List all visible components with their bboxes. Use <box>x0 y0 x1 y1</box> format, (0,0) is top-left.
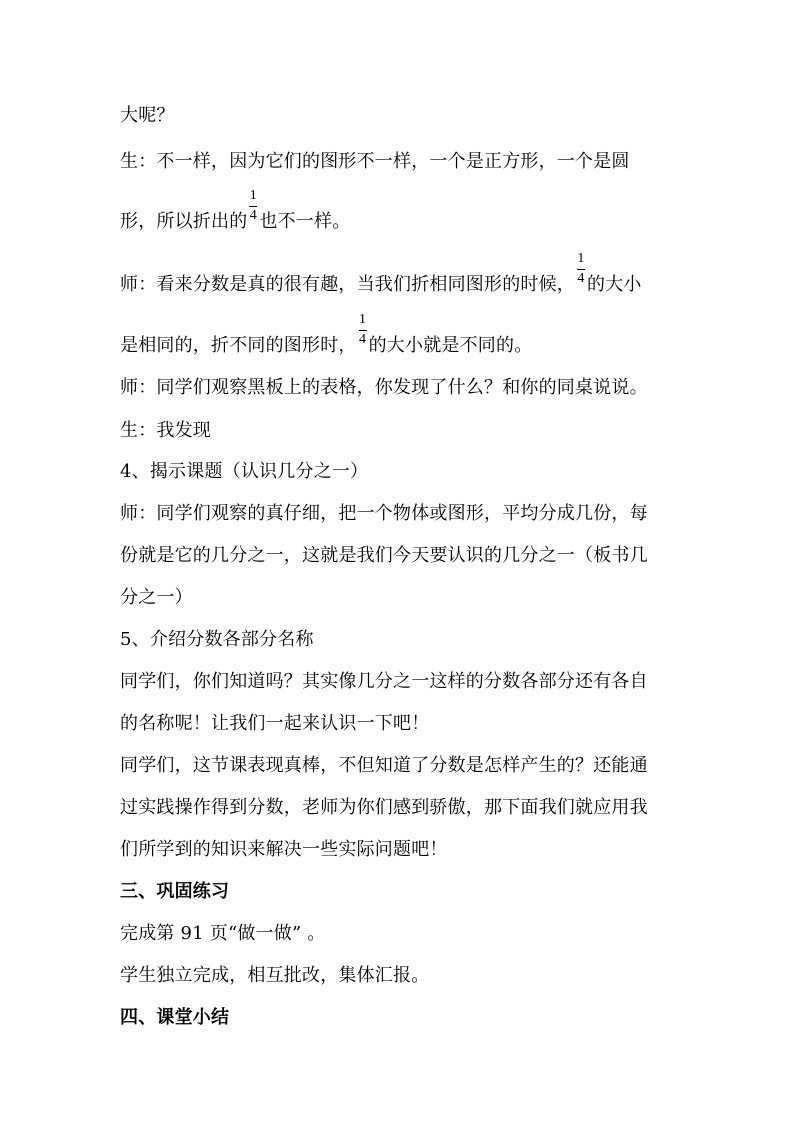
text-line: 5、介绍分数各部分名称 <box>120 629 314 650</box>
text-line-with-fraction <box>120 312 533 358</box>
text-line: 分之一） <box>120 587 193 608</box>
fraction-numerator: 1 <box>249 188 257 203</box>
text-line-with-fraction <box>120 188 351 234</box>
fraction-one-quarter <box>576 251 586 297</box>
fraction-bar <box>577 269 585 270</box>
text-line: 的名称呢！让我们一起来认识一下吧！ <box>120 713 430 734</box>
fraction-denominator: 4 <box>249 208 257 223</box>
text-line: 过实践操作得到分数，老师为你们感到骄傲，那下面我们就应用我 <box>120 797 648 818</box>
section-heading: 四、课堂小结 <box>120 1007 230 1028</box>
fraction-bar <box>249 206 257 207</box>
text-segment: 的大小 <box>587 274 642 295</box>
text-segment: 的大小就是不同的。 <box>368 335 533 356</box>
text-line: 生：我发现 <box>120 420 211 441</box>
text-segment: 也不一样。 <box>259 211 351 232</box>
text-line-with-fraction <box>120 251 642 297</box>
text-segment: 师：看来分数是真的很有趣，当我们折相同图形的时候， <box>120 274 575 295</box>
fraction-one-quarter <box>358 312 368 358</box>
text-segment: 形，所以折出的 <box>120 211 248 232</box>
text-line: 大呢？ <box>120 105 175 126</box>
text-line: 份就是它的几分之一，这就是我们今天要认识的几分之一（板书几 <box>120 545 648 566</box>
fraction-numerator: 1 <box>359 312 367 327</box>
fraction-denominator: 4 <box>577 271 585 286</box>
text-line: 同学们，这节课表现真棒，不但知道了分数是怎样产生的？还能通 <box>120 755 648 776</box>
fraction-numerator: 1 <box>577 251 585 266</box>
section-heading: 三、巩固练习 <box>120 881 230 902</box>
text-line: 生：不一样，因为它们的图形不一样，一个是正方形，一个是圆 <box>120 151 630 172</box>
fraction-denominator: 4 <box>359 332 367 347</box>
text-line: 同学们，你们知道吗？其实像几分之一这样的分数各部分还有各自 <box>120 671 648 692</box>
text-line: 4、揭示课题（认识几分之一） <box>120 461 369 482</box>
fraction-bar <box>359 330 367 331</box>
fraction-one-quarter <box>248 188 258 234</box>
text-line: 师：同学们观察黑板上的表格，你发现了什么？和你的同桌说说。 <box>120 377 648 398</box>
text-line: 完成第 91 页“做一做” 。 <box>120 923 326 944</box>
text-line: 学生独立完成，相互批改，集体汇报。 <box>120 965 430 986</box>
text-segment: 是相同的，折不同的图形时， <box>120 335 357 356</box>
text-line: 们所学到的知识来解决一些实际问题吧！ <box>120 839 448 860</box>
text-line: 师：同学们观察的真仔细，把一个物体或图形，平均分成几份，每 <box>120 503 648 524</box>
